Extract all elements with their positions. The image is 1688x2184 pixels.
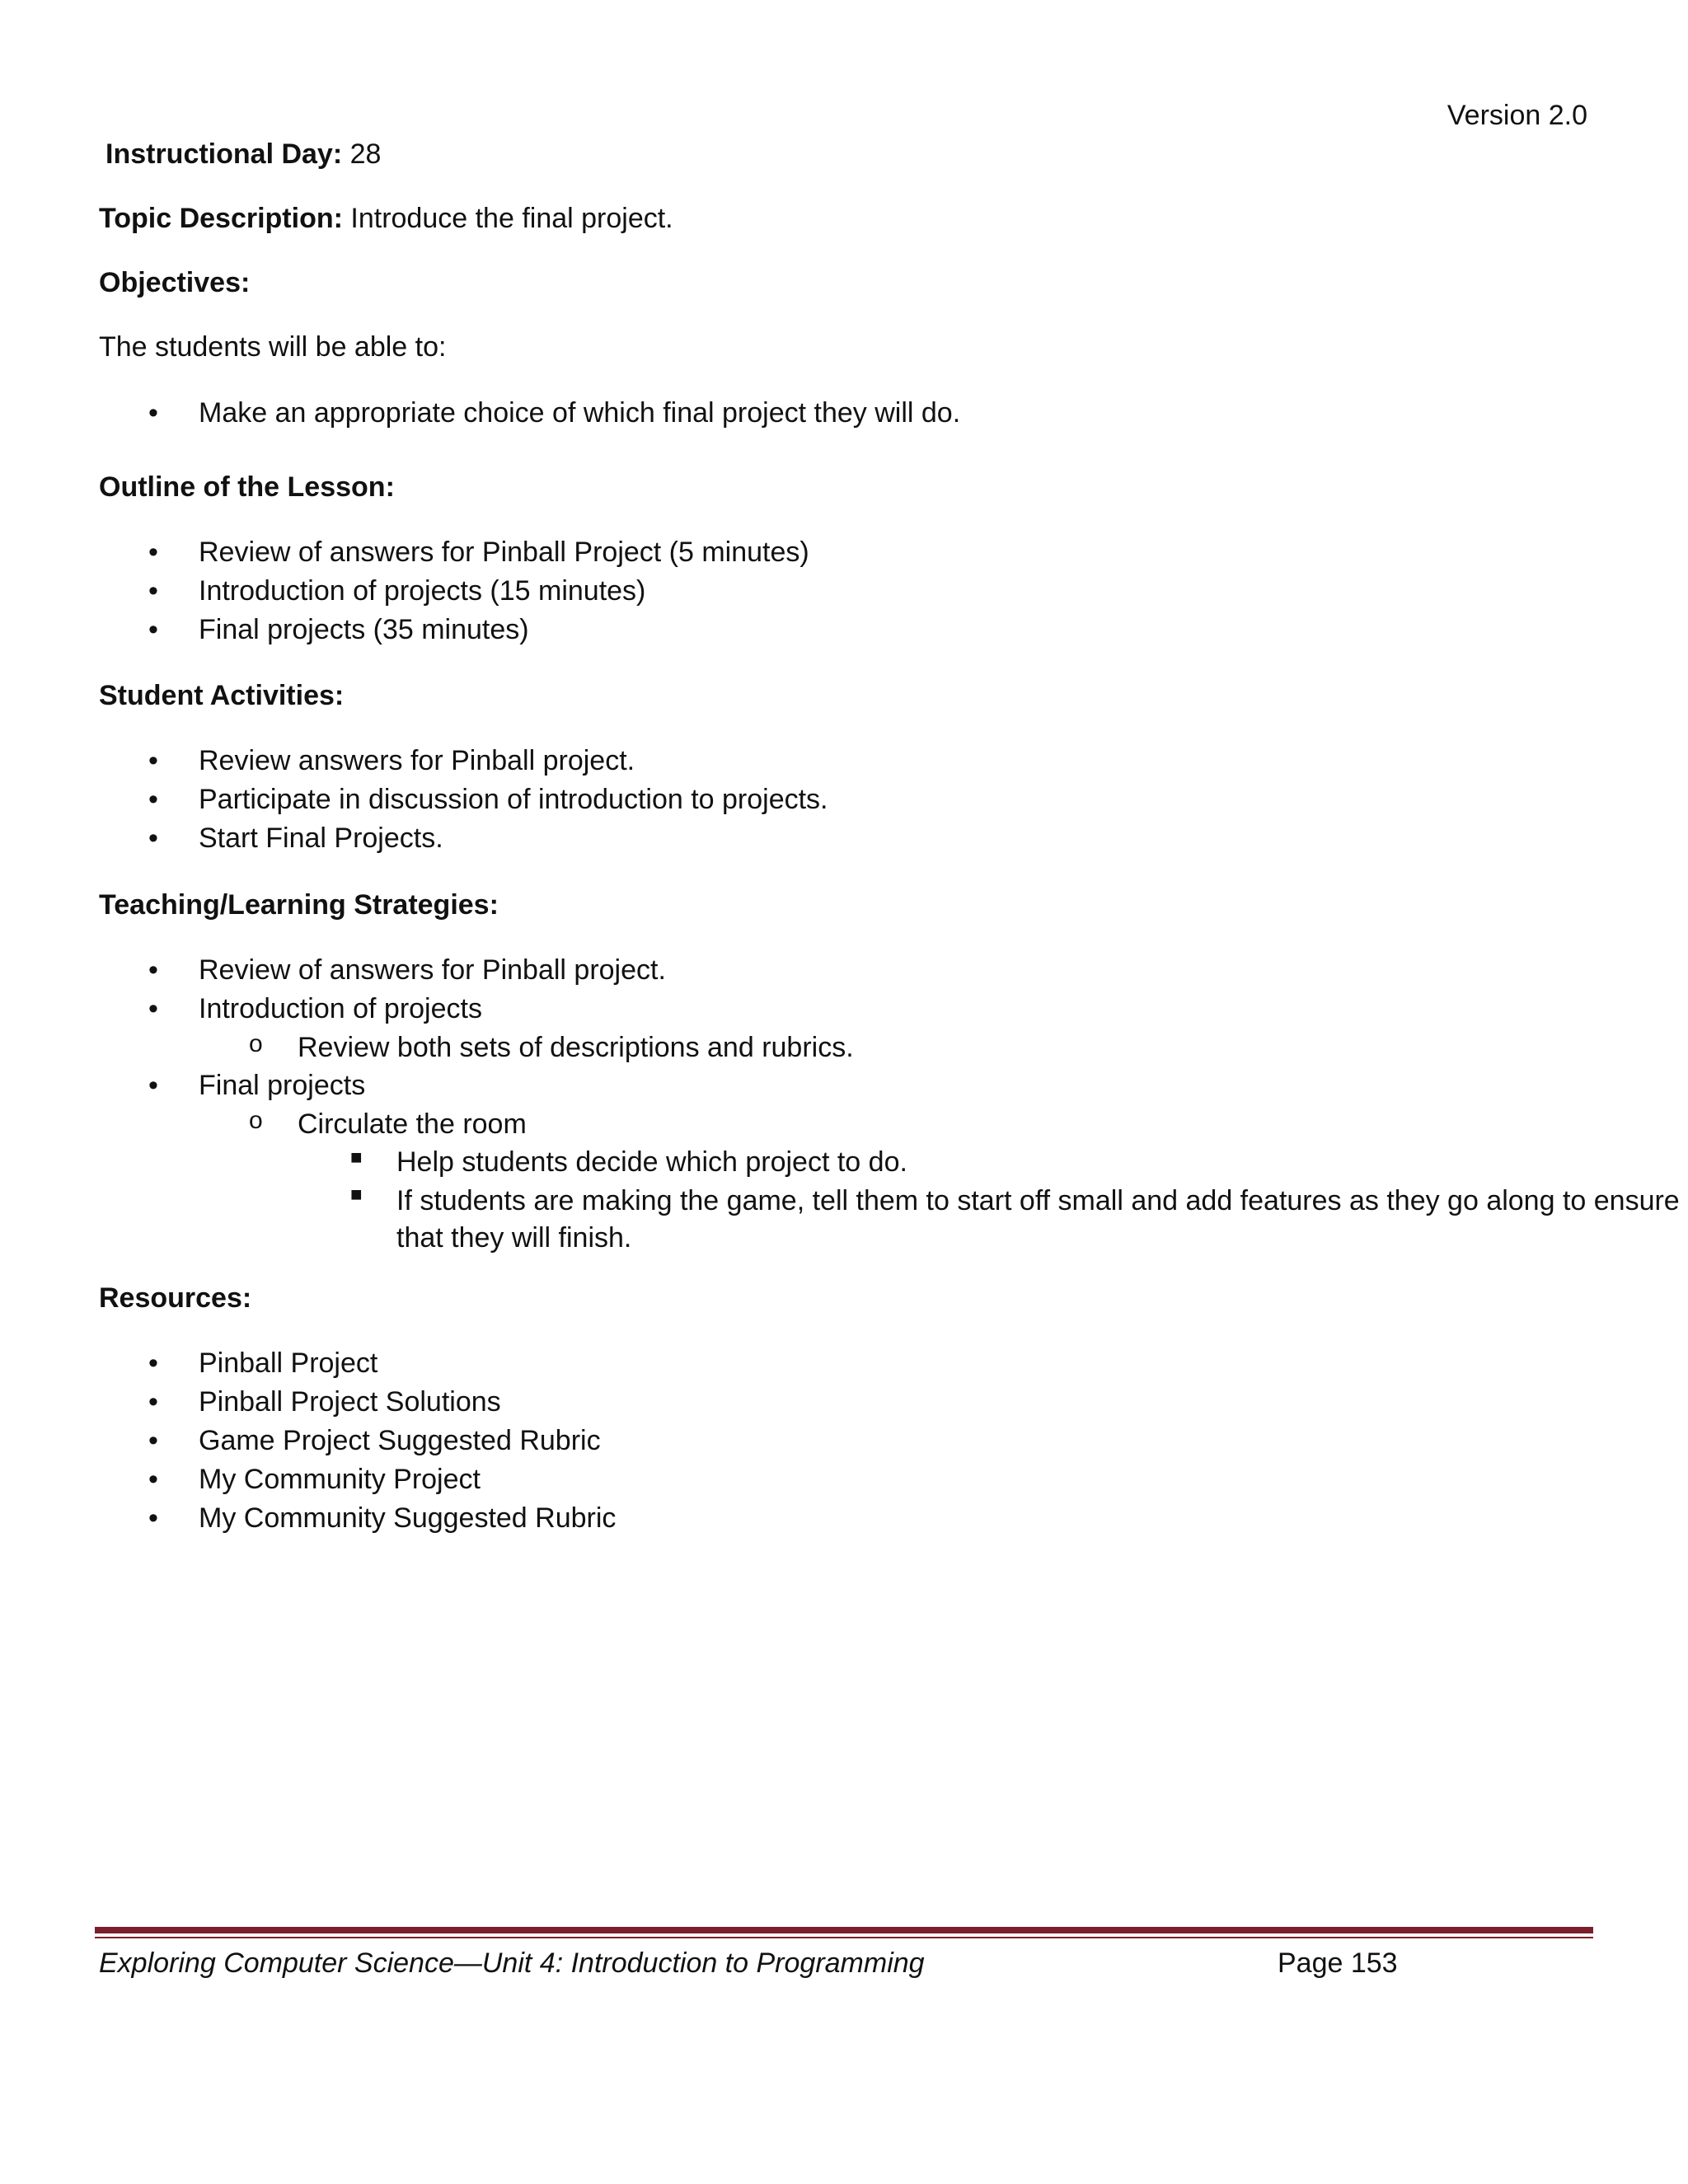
objectives-intro: [99, 330, 1591, 364]
circle-bullet-icon: o: [249, 1107, 263, 1134]
list-item-text: Review of answers for Pinball project.: [199, 954, 666, 986]
bullet-icon: •: [148, 1425, 158, 1456]
sub-sub-list-item-text: Help students decide which project to do.: [396, 1146, 907, 1178]
resources-list: [99, 1347, 1591, 1540]
list-item-text: Start Final Projects.: [199, 823, 443, 854]
student-activities-list: [99, 744, 1591, 860]
bullet-icon: •: [148, 993, 158, 1024]
square-bullet-icon: ■: [350, 1183, 363, 1206]
bullet-icon: •: [148, 614, 158, 645]
instructional-day-value: 28: [342, 138, 382, 170]
bullet-icon: •: [148, 784, 158, 815]
list-item-text: Make an appropriate choice of which final project they will do.: [199, 397, 961, 429]
topic-description-label: Topic Description:: [99, 203, 343, 234]
bullet-icon: •: [148, 1464, 158, 1495]
resources-heading: Resources:: [99, 1282, 252, 1314]
version-label: Version 2.0: [1447, 100, 1587, 131]
square-bullet-icon: ■: [350, 1146, 363, 1169]
strategies-list: [99, 954, 1680, 1257]
list-item-text: Participate in discussion of introduction to projects.: [199, 784, 828, 815]
list-item-text: Pinball Project: [199, 1347, 378, 1379]
instructional-day-label: Instructional Day:: [106, 138, 343, 170]
list-item-text: My Community Project: [199, 1464, 481, 1495]
list-item: [99, 992, 1591, 1031]
list-item: [99, 396, 1591, 435]
footer-rule-thick: [95, 1927, 1593, 1933]
bullet-icon: •: [148, 745, 158, 776]
bullet-icon: •: [148, 397, 158, 429]
list-item: [99, 1069, 1591, 1108]
list-item: [99, 744, 1591, 783]
list-item: [99, 613, 1591, 652]
bullet-icon: •: [148, 1502, 158, 1534]
list-item-text: My Community Suggested Rubric: [199, 1502, 617, 1534]
list-item: [99, 574, 1591, 613]
list-item: [99, 536, 1591, 574]
sub-list-item-text: Circulate the room: [298, 1108, 527, 1140]
topic-description: [99, 202, 1591, 236]
bullet-icon: •: [148, 575, 158, 607]
sub-sub-list-item: [99, 1183, 1680, 1257]
list-item-text: Final projects (35 minutes): [199, 614, 529, 645]
outline-list: [99, 536, 1591, 652]
list-item: [99, 1424, 1591, 1463]
list-item-text: Pinball Project Solutions: [199, 1386, 501, 1418]
sub-sub-list-item: [99, 1146, 1591, 1183]
sub-list-item: [99, 1031, 1591, 1069]
outline-heading: Outline of the Lesson:: [99, 471, 395, 503]
list-item: [99, 783, 1591, 822]
list-item: [99, 1463, 1591, 1502]
list-item: [99, 822, 1591, 860]
sub-list-item-text: Review both sets of descriptions and rubrics.: [298, 1032, 854, 1063]
strategies-heading: Teaching/Learning Strategies:: [99, 889, 499, 921]
list-item-text: Game Project Suggested Rubric: [199, 1425, 601, 1456]
footer-page-number: Page 153: [1278, 1947, 1398, 1979]
resources-section: [99, 1282, 1591, 1315]
strategies-section: [99, 888, 1591, 922]
topic-description-value: Introduce the final project.: [342, 203, 673, 234]
list-item-text: Introduction of projects: [199, 993, 482, 1024]
sub-sub-list-item-text: If students are making the game, tell them to start off small and add features as they go along to ensure that they will finish.: [396, 1185, 1680, 1254]
instructional-day: [106, 138, 1597, 171]
footer-title: Exploring Computer Science—Unit 4: Introduction to Programming: [99, 1947, 925, 1979]
objectives-intro-text: The students will be able to:: [99, 331, 447, 363]
objectives-heading: Objectives:: [99, 267, 251, 298]
bullet-icon: •: [148, 954, 158, 986]
list-item-text: Final projects: [199, 1070, 366, 1101]
sub-list-item: [99, 1108, 1591, 1146]
bullet-icon: •: [148, 1386, 158, 1418]
list-item-text: Introduction of projects (15 minutes): [199, 575, 646, 607]
circle-bullet-icon: o: [249, 1030, 263, 1057]
outline-section: [99, 471, 1591, 504]
list-item-text: Review answers for Pinball project.: [199, 745, 635, 776]
list-item: [99, 1385, 1591, 1424]
objectives-section: [99, 266, 1591, 300]
list-item: [99, 1502, 1591, 1540]
footer-rule-thin: [95, 1937, 1593, 1938]
student-activities-heading: Student Activities:: [99, 680, 345, 711]
student-activities-section: [99, 679, 1591, 713]
bullet-icon: •: [148, 537, 158, 568]
bullet-icon: •: [148, 1347, 158, 1379]
list-item: [99, 954, 1591, 992]
objectives-list: [99, 396, 1591, 435]
list-item-text: Review of answers for Pinball Project (5 minutes): [199, 537, 809, 568]
list-item: [99, 1347, 1591, 1385]
bullet-icon: •: [148, 823, 158, 854]
bullet-icon: •: [148, 1070, 158, 1101]
